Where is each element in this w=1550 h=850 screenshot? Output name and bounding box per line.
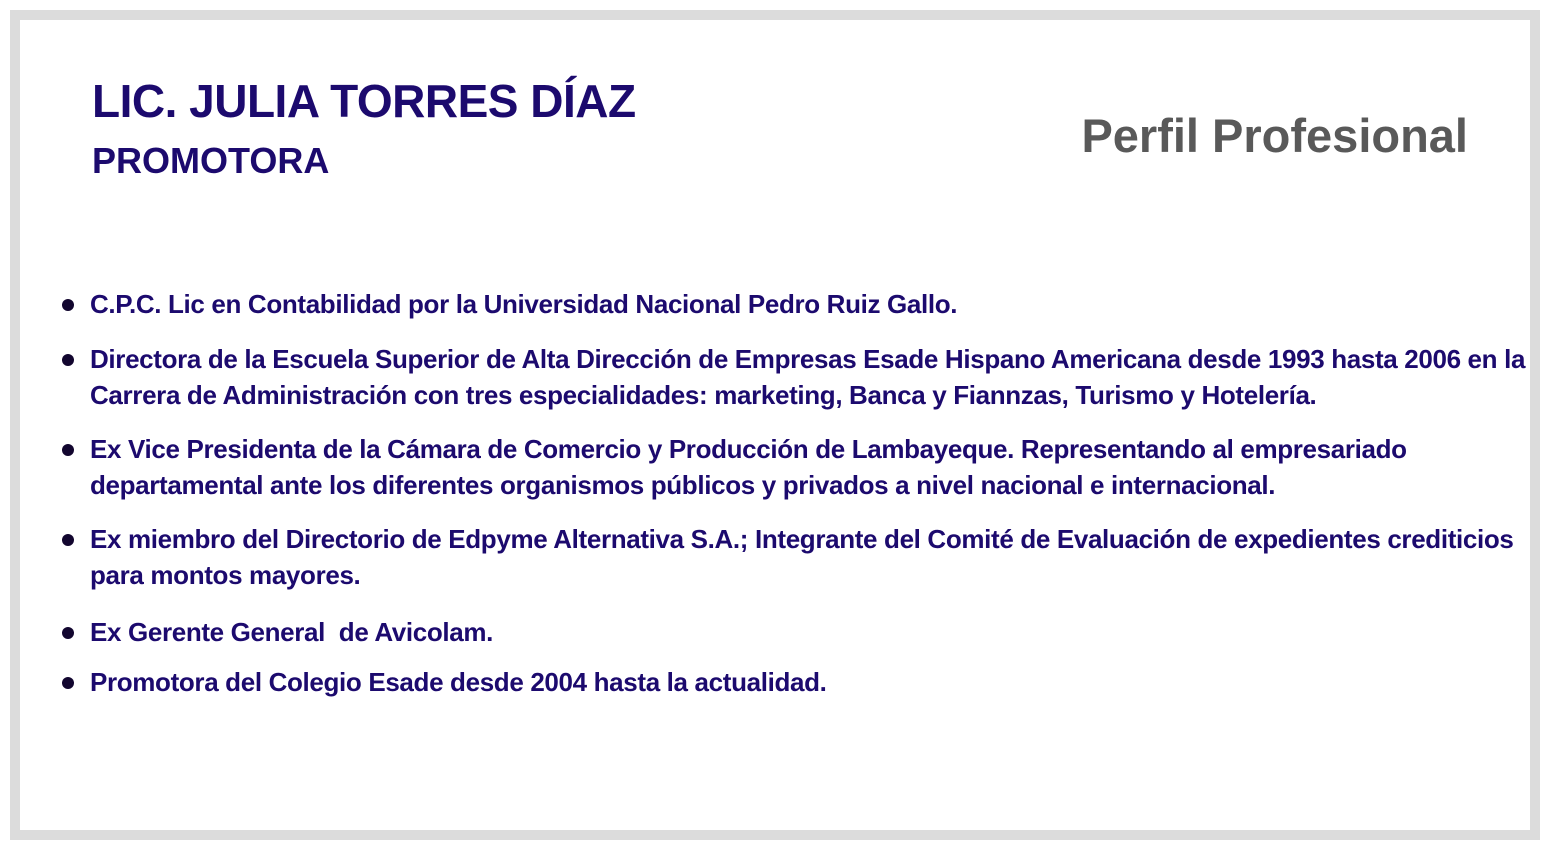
bullet-icon bbox=[62, 534, 74, 546]
bullet-icon bbox=[62, 444, 74, 456]
profile-item bbox=[60, 431, 1530, 504]
profile-item bbox=[60, 664, 1530, 701]
profile-item bbox=[60, 614, 1530, 651]
profile-item bbox=[60, 341, 1530, 414]
profile-item-text: Ex miembro del Directorio de Edpyme Alternativa S.A.; Integrante del Comité de Evaluación de expedientes crediticios para montos mayores. bbox=[90, 523, 1514, 590]
profile-item-text: Ex Gerente General de Avicolam. bbox=[90, 616, 494, 647]
profile-item bbox=[60, 286, 1530, 323]
bullet-icon bbox=[62, 677, 74, 689]
profile-item-text: C.P.C. Lic en Contabilidad por la Universidad Nacional Pedro Ruiz Gallo. bbox=[90, 289, 958, 319]
profile-list bbox=[60, 286, 1530, 701]
profile-item-text: Directora de la Escuela Superior de Alta Dirección de Empresas Esade Hispano Americana desde 1993 hasta 2006 en la Carrera de Administración con tres especialidades: marketing, Banca y Fiannzas, Turismo y Hotelería. bbox=[90, 343, 1526, 410]
section-title: Perfil Profesional bbox=[1081, 109, 1468, 162]
person-role: PROMOTORA bbox=[92, 140, 330, 181]
profile-item bbox=[60, 521, 1530, 594]
slide-frame bbox=[10, 10, 1540, 840]
bullet-icon bbox=[62, 354, 74, 366]
profile-item-text: Ex Vice Presidenta de la Cámara de Comercio y Producción de Lambayeque. Representando al empresariado departamental ante los diferentes organismos públicos y privados a nivel nacional e internacional. bbox=[90, 433, 1407, 500]
bullet-icon bbox=[62, 299, 74, 311]
person-name: LIC. JULIA TORRES DÍAZ bbox=[92, 75, 636, 127]
bullet-icon bbox=[62, 627, 74, 639]
profile-item-text: Promotora del Colegio Esade desde 2004 hasta la actualidad. bbox=[90, 667, 827, 697]
